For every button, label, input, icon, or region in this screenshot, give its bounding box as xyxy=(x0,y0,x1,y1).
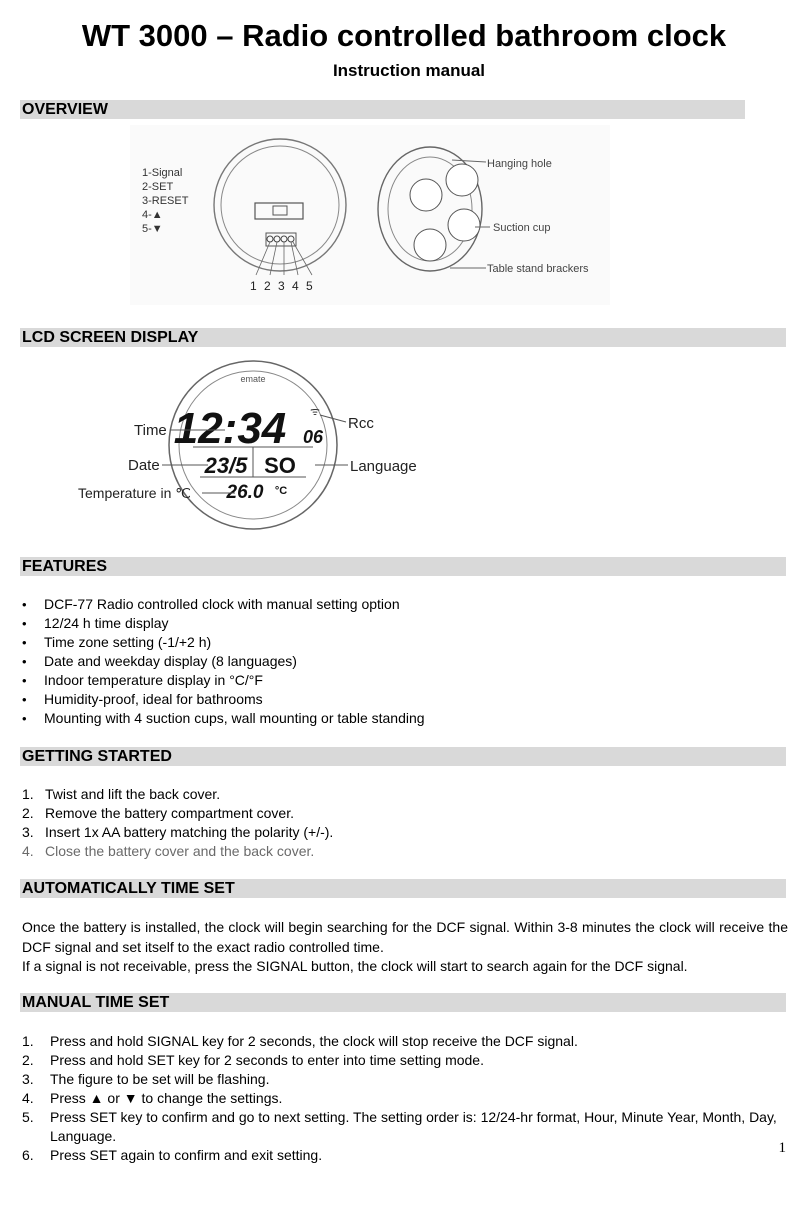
lcd-label-temperature: Temperature in ℃ xyxy=(78,485,191,501)
button-number-1: 1 xyxy=(250,279,257,293)
radio-signal-icon: ᯤ xyxy=(310,406,321,418)
list-item: • 12/24 h time display xyxy=(22,614,425,633)
list-item: 4. Close the battery cover and the back cover. xyxy=(22,843,315,859)
list-item: • Indoor temperature display in °C/°F xyxy=(22,671,425,690)
list-item: 2. Press and hold SET key for 2 seconds to enter into time setting mode. xyxy=(22,1052,484,1068)
auto-time-paragraph-1: Once the battery is installed, the clock will begin searching for the DCF signal. Within 3-8 minutes the clock will receive the DCF signal and set itself to the exact radio controlled time. xyxy=(22,919,788,955)
button-number-3: 3 xyxy=(278,279,285,293)
button-number-2: 2 xyxy=(264,279,271,293)
button-number-5: 5 xyxy=(306,279,313,293)
label-suction-cup: Suction cup xyxy=(493,222,551,234)
list-item: • Date and weekday display (8 languages) xyxy=(22,652,425,671)
list-item: • DCF-77 Radio controlled clock with manual setting option xyxy=(22,595,425,614)
legend-up: 4-▲ xyxy=(142,209,163,221)
lcd-temp-unit: °C xyxy=(274,485,288,497)
legend-down: 5-▼ xyxy=(142,223,163,235)
overview-illustration xyxy=(130,125,610,305)
list-item: 6. Press SET again to confirm and exit setting. xyxy=(22,1147,323,1163)
button-number-4: 4 xyxy=(292,279,299,293)
label-hanging-hole: Hanging hole xyxy=(487,158,552,170)
lcd-seconds: 06 xyxy=(302,427,324,447)
label-table-stand: Table stand brackers xyxy=(487,263,589,275)
section-heading-features: FEATURES xyxy=(20,557,786,576)
lcd-date: 23/5 xyxy=(204,453,248,478)
lcd-label-date: Date xyxy=(128,457,160,474)
list-item: 1. Twist and lift the back cover. xyxy=(22,786,221,802)
list-item: • Time zone setting (-1/+2 h) xyxy=(22,633,425,652)
lcd-time: 12:34 xyxy=(173,404,287,453)
list-item: • Mounting with 4 suction cups, wall mounting or table standing xyxy=(22,709,425,728)
features-list xyxy=(22,595,425,728)
lcd-illustration xyxy=(70,355,440,540)
section-heading-auto-time: AUTOMATICALLY TIME SET xyxy=(20,879,786,898)
document-title: WT 3000 – Radio controlled bathroom clock xyxy=(81,18,727,53)
brand-logo-text: emate xyxy=(240,374,266,384)
list-item: 3. The figure to be set will be flashing. xyxy=(22,1071,270,1087)
legend-reset: 3-RESET xyxy=(142,195,189,207)
legend-set: 2-SET xyxy=(142,181,174,193)
document-subtitle: Instruction manual xyxy=(332,61,486,80)
list-item: 1. Press and hold SIGNAL key for 2 seconds, the clock will stop receive the DCF signal. xyxy=(22,1033,578,1049)
section-heading-getting-started: GETTING STARTED xyxy=(20,747,786,766)
lcd-label-language: Language xyxy=(350,458,417,475)
section-heading-manual-time: MANUAL TIME SET xyxy=(20,993,786,1012)
lcd-weekday: SO xyxy=(264,453,296,478)
list-item: Language. xyxy=(50,1128,117,1144)
list-item: 5. Press SET key to confirm and go to next setting. The setting order is: 12/24-hr format, Hour, Minute Year, Month, Day, xyxy=(22,1109,777,1125)
manual-time-steps xyxy=(22,1032,788,1165)
list-item: • Humidity-proof, ideal for bathrooms xyxy=(22,690,425,709)
auto-time-paragraph-2: If a signal is not receivable, press the SIGNAL button, the clock will start to search again for the DCF signal. xyxy=(22,958,688,974)
lcd-label-time: Time xyxy=(134,422,167,439)
section-heading-lcd: LCD SCREEN DISPLAY xyxy=(20,328,786,347)
list-item: 4. Press ▲ or ▼ to change the settings. xyxy=(22,1090,283,1106)
list-item: 3. Insert 1x AA battery matching the polarity (+/-). xyxy=(22,824,334,840)
getting-started-steps xyxy=(22,785,333,861)
lcd-temperature: 26.0 xyxy=(226,482,264,503)
legend-signal: 1-Signal xyxy=(142,167,183,179)
list-item: 2. Remove the battery compartment cover. xyxy=(22,805,294,821)
lcd-label-rcc: Rcc xyxy=(348,415,374,432)
section-heading-overview: OVERVIEW xyxy=(20,100,745,119)
page-number: 1 xyxy=(778,1140,786,1156)
